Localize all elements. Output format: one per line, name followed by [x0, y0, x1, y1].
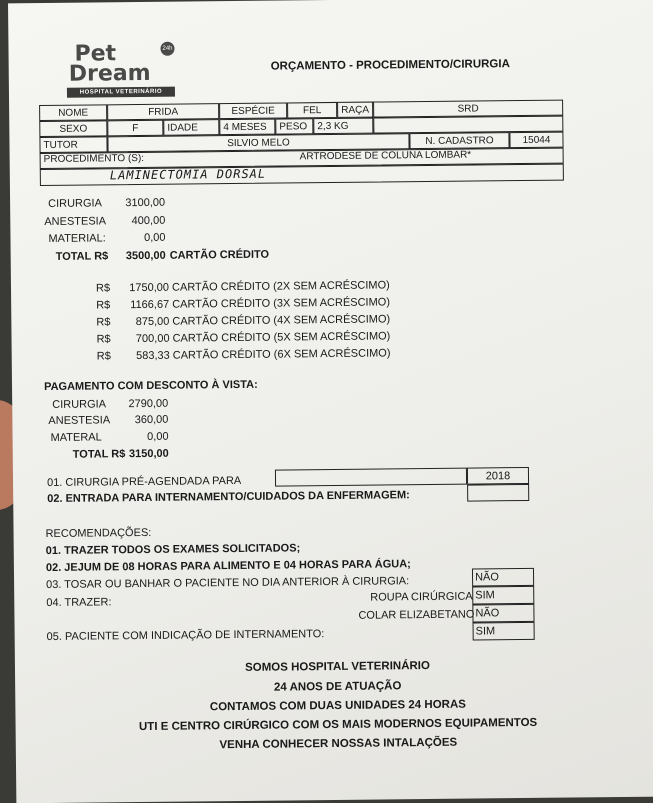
- peso-label: PESO: [275, 118, 313, 134]
- installment-text: CARTÃO CRÉDITO (4X SEM ACRÉSCIMO): [172, 313, 391, 328]
- roupa-label: ROUPA CIRÚRGICA: [370, 590, 473, 604]
- colar-label: COLAR ELIZABETANO: [358, 608, 475, 622]
- rec-5-answer[interactable]: SIM: [473, 622, 535, 641]
- installment-value: 1750,00: [129, 281, 170, 295]
- installment-value: 875,00: [135, 315, 170, 329]
- procedimento-value: ARTRODESE DE COLUNA LOMBAR*: [299, 149, 472, 163]
- tutor-label: TUTOR: [39, 136, 107, 153]
- discount-value: 360,00: [134, 413, 169, 427]
- logo-line1: Pet: [74, 41, 117, 67]
- raca-value: SRD: [373, 100, 563, 118]
- admission-field[interactable]: [467, 484, 529, 502]
- installment-text: CARTÃO CRÉDITO (2X SEM ACRÉSCIMO): [171, 279, 390, 294]
- logo-line2: Dream: [68, 60, 151, 87]
- schedule-year-field[interactable]: 2018: [467, 467, 529, 485]
- idade-label: IDADE: [163, 119, 219, 136]
- especie-label: ESPÉCIE: [219, 102, 287, 119]
- hospital-logo: [68, 42, 179, 98]
- logo-badge: 24h: [160, 42, 174, 56]
- installment-value: 583,33: [135, 349, 170, 363]
- discount-value: 0,00: [147, 430, 169, 443]
- document-title: ORÇAMENTO - PROCEDIMENTO/CIRURGIA: [270, 58, 510, 73]
- installment-value: 700,00: [135, 332, 170, 346]
- cost-value: 400,00: [131, 214, 166, 228]
- cost-value: 0,00: [143, 231, 166, 244]
- discount-title: PAGAMENTO COM DESCONTO À VISTA:: [43, 378, 258, 394]
- tutor-value: SILVIO MELO: [107, 133, 409, 152]
- handwritten-procedure: LAMINECTOMIA DORSAL: [109, 166, 267, 183]
- installment-currency: R$: [96, 299, 111, 312]
- cost-label: MATERIAL:: [48, 232, 106, 245]
- footer-line: SOMOS HOSPITAL VETERINÁRIO: [244, 659, 430, 674]
- total-label: TOTAL R$: [55, 250, 109, 263]
- cost-label: CIRURGIA: [48, 197, 102, 210]
- discount-value: 2790,00: [128, 397, 169, 411]
- schedule-line1: 01. CIRURGIA PRÉ-AGENDADA PARA: [46, 474, 242, 489]
- rec-5: 05. PACIENTE COM INDICAÇÃO DE INTERNAMENTO:: [46, 628, 325, 644]
- rec-3: 03. TOSAR OU BANHAR O PACIENTE NO DIA ANTERIOR À CIRURGIA:: [46, 575, 410, 592]
- footer-line: VENHA CONHECER NOSSAS INTALAÇÕES: [219, 736, 458, 752]
- footer-line: CONTAMOS COM DUAS UNIDADES 24 HORAS: [209, 698, 466, 714]
- peso-value: 2,3 KG: [313, 118, 373, 135]
- procedimento-label: PROCEDIMENTO (S):: [43, 152, 145, 166]
- sexo-value: F: [107, 120, 163, 137]
- roupa-answer[interactable]: SIM: [472, 586, 534, 605]
- installment-currency: R$: [96, 350, 111, 363]
- discount-label: ANESTESIA: [48, 414, 111, 427]
- cost-value: 3100,00: [125, 196, 166, 210]
- cost-label: ANESTESIA: [44, 215, 107, 229]
- schedule-date-field[interactable]: [275, 468, 467, 487]
- nome-label: NOME: [39, 104, 107, 121]
- discount-label: MATERAL: [50, 431, 102, 444]
- logo-subtitle: HOSPITAL VETERINÁRIO: [67, 87, 175, 98]
- document-page: [8, 0, 653, 803]
- installment-text: CARTÃO CRÉDITO (3X SEM ACRÉSCIMO): [172, 296, 391, 311]
- installment-value: 1166,67: [130, 298, 170, 312]
- nome-value: FRIDA: [107, 103, 219, 120]
- rec-2: 02. JEJUM DE 08 HORAS PARA ALIMENTO E 04 HORAS PARA ÁGUA;: [45, 558, 411, 575]
- idade-value: 4 MESES: [219, 119, 275, 136]
- installment-currency: R$: [95, 282, 111, 295]
- sexo-label: SEXO: [39, 120, 107, 137]
- installment-currency: R$: [96, 316, 111, 329]
- cadastro-value: 15044: [509, 132, 563, 149]
- installment-text: CARTÃO CRÉDITO (6X SEM ACRÉSCIMO): [172, 347, 391, 362]
- rec-1: 01. TRAZER TODOS OS EXAMES SOLICITADOS;: [45, 542, 301, 558]
- raca-label: RAÇA: [337, 102, 373, 118]
- installment-currency: R$: [96, 333, 111, 346]
- installment-text: CARTÃO CRÉDITO (5X SEM ACRÉSCIMO): [172, 330, 391, 345]
- especie-value: FEL: [287, 102, 337, 119]
- cadastro-label: N. CADASTRO: [409, 132, 509, 149]
- total-value: 3500,00: [125, 249, 166, 263]
- total-method: CARTÃO CRÉDITO: [169, 248, 270, 262]
- schedule-line2: 02. ENTRADA PARA INTERNAMENTO/CUIDADOS DA ENFERMAGEM:: [47, 489, 410, 505]
- rec-4: 04. TRAZER:: [46, 596, 112, 610]
- discount-label: CIRURGIA: [52, 398, 107, 411]
- footer-line: 24 ANOS DE ATUAÇÃO: [273, 680, 402, 694]
- discount-total-label: TOTAL R$: [72, 448, 126, 461]
- rec-3-answer[interactable]: NÃO: [472, 568, 534, 587]
- colar-answer[interactable]: NÃO: [472, 604, 534, 623]
- recs-title: RECOMENDAÇÕES:: [45, 526, 152, 541]
- footer-line: UTI E CENTRO CIRÚRGICO COM OS MAIS MODERNOS EQUIPAMENTOS: [138, 716, 538, 734]
- discount-total-value: 3150,00: [128, 447, 169, 461]
